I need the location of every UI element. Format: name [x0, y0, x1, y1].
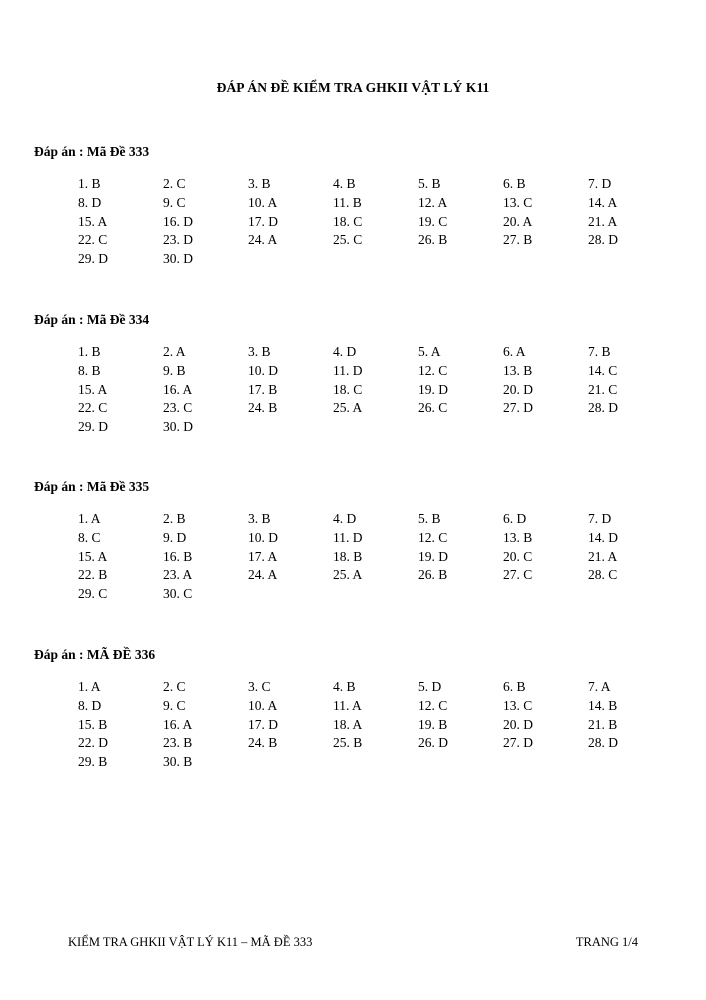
answer-item: 8. C	[78, 529, 101, 545]
answer-item: 23. A	[163, 567, 193, 583]
answer-item: 24. A	[248, 232, 278, 248]
answer-item: 30. D	[163, 251, 193, 267]
answer-item: 30. B	[163, 754, 193, 770]
answer-item: 28. D	[588, 400, 618, 416]
answer-item: 17. B	[248, 381, 278, 397]
answer-item: 19. C	[418, 213, 448, 229]
answer-item: 26. C	[418, 400, 448, 416]
answer-item: 24. B	[248, 735, 278, 751]
answer-section-333	[34, 142, 674, 269]
answer-item: 25. B	[333, 735, 363, 751]
answer-item: 20. D	[503, 716, 533, 732]
answer-item: 15. A	[78, 213, 108, 229]
answer-item: 16. D	[163, 213, 193, 229]
answer-item: 14. A	[588, 194, 618, 210]
answer-item: 7. A	[588, 679, 611, 694]
answer-item: 10. D	[248, 362, 278, 378]
answer-item: 2. C	[163, 679, 186, 694]
answer-grid	[78, 510, 674, 604]
answer-item: 25. A	[333, 400, 363, 416]
answer-item: 23. D	[163, 232, 193, 248]
answer-item: 19. B	[418, 716, 448, 732]
answer-item: 3. B	[248, 176, 271, 191]
answer-grid	[78, 175, 674, 269]
answer-item: 15. A	[78, 381, 108, 397]
answer-item: 17. D	[248, 213, 278, 229]
answer-item: 6. B	[503, 176, 526, 191]
answer-item: 21. B	[588, 716, 618, 732]
answer-item: 20. D	[503, 381, 533, 397]
answer-item: 18. B	[333, 548, 363, 564]
answer-item: 3. B	[248, 344, 271, 359]
answer-item: 12. C	[418, 697, 448, 713]
answer-item: 19. D	[418, 548, 448, 564]
answer-grid	[78, 343, 674, 437]
answer-item: 13. B	[503, 362, 533, 378]
answer-item: 4. D	[333, 511, 357, 526]
answer-item: 22. C	[78, 232, 108, 248]
answer-item: 30. C	[163, 586, 193, 602]
answer-item: 5. B	[418, 511, 441, 526]
section-heading: Đáp án : Mã Đề 335	[34, 479, 150, 494]
answer-item: 9. B	[163, 362, 186, 378]
answer-item: 10. A	[248, 697, 278, 713]
answer-item: 17. A	[248, 548, 278, 564]
answer-item: 5. B	[418, 176, 441, 191]
answer-item: 3. B	[248, 511, 271, 526]
answer-item: 28. C	[588, 567, 618, 583]
answer-item: 2. C	[163, 176, 186, 191]
answer-item: 16. A	[163, 381, 193, 397]
answer-item: 27. C	[503, 567, 533, 583]
answer-item: 1. B	[78, 176, 101, 191]
answer-item: 22. D	[78, 735, 108, 751]
answer-item: 4. D	[333, 344, 357, 359]
answer-item: 1. A	[78, 679, 101, 694]
answer-item: 25. A	[333, 567, 363, 583]
answer-section-336	[34, 645, 674, 772]
answer-item: 18. C	[333, 213, 363, 229]
answer-section-335	[34, 477, 674, 604]
answer-item: 26. B	[418, 567, 448, 583]
answer-item: 17. D	[248, 716, 278, 732]
answer-item: 13. C	[503, 194, 533, 210]
answer-item: 18. C	[333, 381, 363, 397]
answer-item: 14. C	[588, 362, 618, 378]
answer-item: 24. B	[248, 400, 278, 416]
answer-item: 8. D	[78, 697, 102, 713]
section-heading: Đáp án : Mã Đề 333	[34, 144, 150, 159]
answer-item: 29. B	[78, 754, 108, 770]
answer-item: 27. D	[503, 400, 533, 416]
answer-item: 27. D	[503, 735, 533, 751]
footer-exam-label: KIỂM TRA GHKII VẬT LÝ K11 – MÃ ĐỀ 333	[68, 935, 313, 949]
answer-item: 21. A	[588, 213, 618, 229]
answer-item: 19. D	[418, 381, 448, 397]
answer-item: 9. C	[163, 697, 186, 713]
answer-item: 14. D	[588, 529, 618, 545]
answer-item: 25. C	[333, 232, 363, 248]
answer-item: 20. C	[503, 548, 533, 564]
answer-item: 12. A	[418, 194, 448, 210]
answer-item: 22. B	[78, 567, 108, 583]
answer-grid	[78, 678, 674, 772]
answer-item: 29. D	[78, 251, 108, 267]
answer-item: 27. B	[503, 232, 533, 248]
page-footer	[0, 935, 706, 955]
answer-item: 15. B	[78, 716, 108, 732]
answer-item: 6. B	[503, 679, 526, 694]
answer-item: 11. D	[333, 529, 363, 545]
answer-item: 29. D	[78, 419, 108, 435]
answer-item: 3. C	[248, 679, 271, 694]
answer-item: 2. B	[163, 511, 186, 526]
answer-item: 11. B	[333, 194, 362, 210]
answer-item: 13. C	[503, 697, 533, 713]
answer-item: 7. D	[588, 511, 612, 526]
section-heading: Đáp án : MÃ ĐỀ 336	[34, 647, 156, 662]
answer-item: 30. D	[163, 419, 193, 435]
answer-item: 12. C	[418, 362, 448, 378]
answer-item: 5. A	[418, 344, 441, 359]
footer-page-number: TRANG 1/4	[575, 935, 638, 949]
answer-item: 6. D	[503, 511, 527, 526]
answer-item: 21. C	[588, 381, 618, 397]
answer-item: 20. A	[503, 213, 533, 229]
answer-item: 18. A	[333, 716, 363, 732]
answer-item: 10. A	[248, 194, 278, 210]
answer-item: 12. C	[418, 529, 448, 545]
answer-item: 2. A	[163, 344, 186, 359]
answer-item: 21. A	[588, 548, 618, 564]
answer-item: 9. D	[163, 529, 187, 545]
answer-item: 29. C	[78, 586, 108, 602]
answer-item: 22. C	[78, 400, 108, 416]
answer-item: 28. D	[588, 735, 618, 751]
answer-item: 4. B	[333, 679, 356, 694]
answer-item: 13. B	[503, 529, 533, 545]
answer-item: 6. A	[503, 344, 526, 359]
document-title: ĐÁP ÁN ĐỀ KIỂM TRA GHKII VẬT LÝ K11	[216, 80, 490, 95]
answer-item: 9. C	[163, 194, 186, 210]
answer-item: 4. B	[333, 176, 356, 191]
answer-section-334	[34, 310, 674, 437]
answer-item: 14. B	[588, 697, 618, 713]
answer-item: 5. D	[418, 679, 442, 694]
answer-item: 10. D	[248, 529, 278, 545]
answer-item: 15. A	[78, 548, 108, 564]
answer-item: 26. B	[418, 232, 448, 248]
answer-item: 1. B	[78, 344, 101, 359]
answer-item: 1. A	[78, 511, 101, 526]
answer-item: 16. A	[163, 716, 193, 732]
answer-item: 24. A	[248, 567, 278, 583]
answer-item: 23. C	[163, 400, 193, 416]
answer-item: 26. D	[418, 735, 448, 751]
answer-item: 23. B	[163, 735, 193, 751]
answer-item: 7. D	[588, 176, 612, 191]
answer-item: 28. D	[588, 232, 618, 248]
answer-item: 8. B	[78, 362, 101, 378]
answer-item: 8. D	[78, 194, 102, 210]
answer-item: 7. B	[588, 344, 611, 359]
section-heading: Đáp án : Mã Đề 334	[34, 312, 150, 327]
answer-item: 16. B	[163, 548, 193, 564]
answer-item: 11. D	[333, 362, 363, 378]
answer-item: 11. A	[333, 697, 362, 713]
